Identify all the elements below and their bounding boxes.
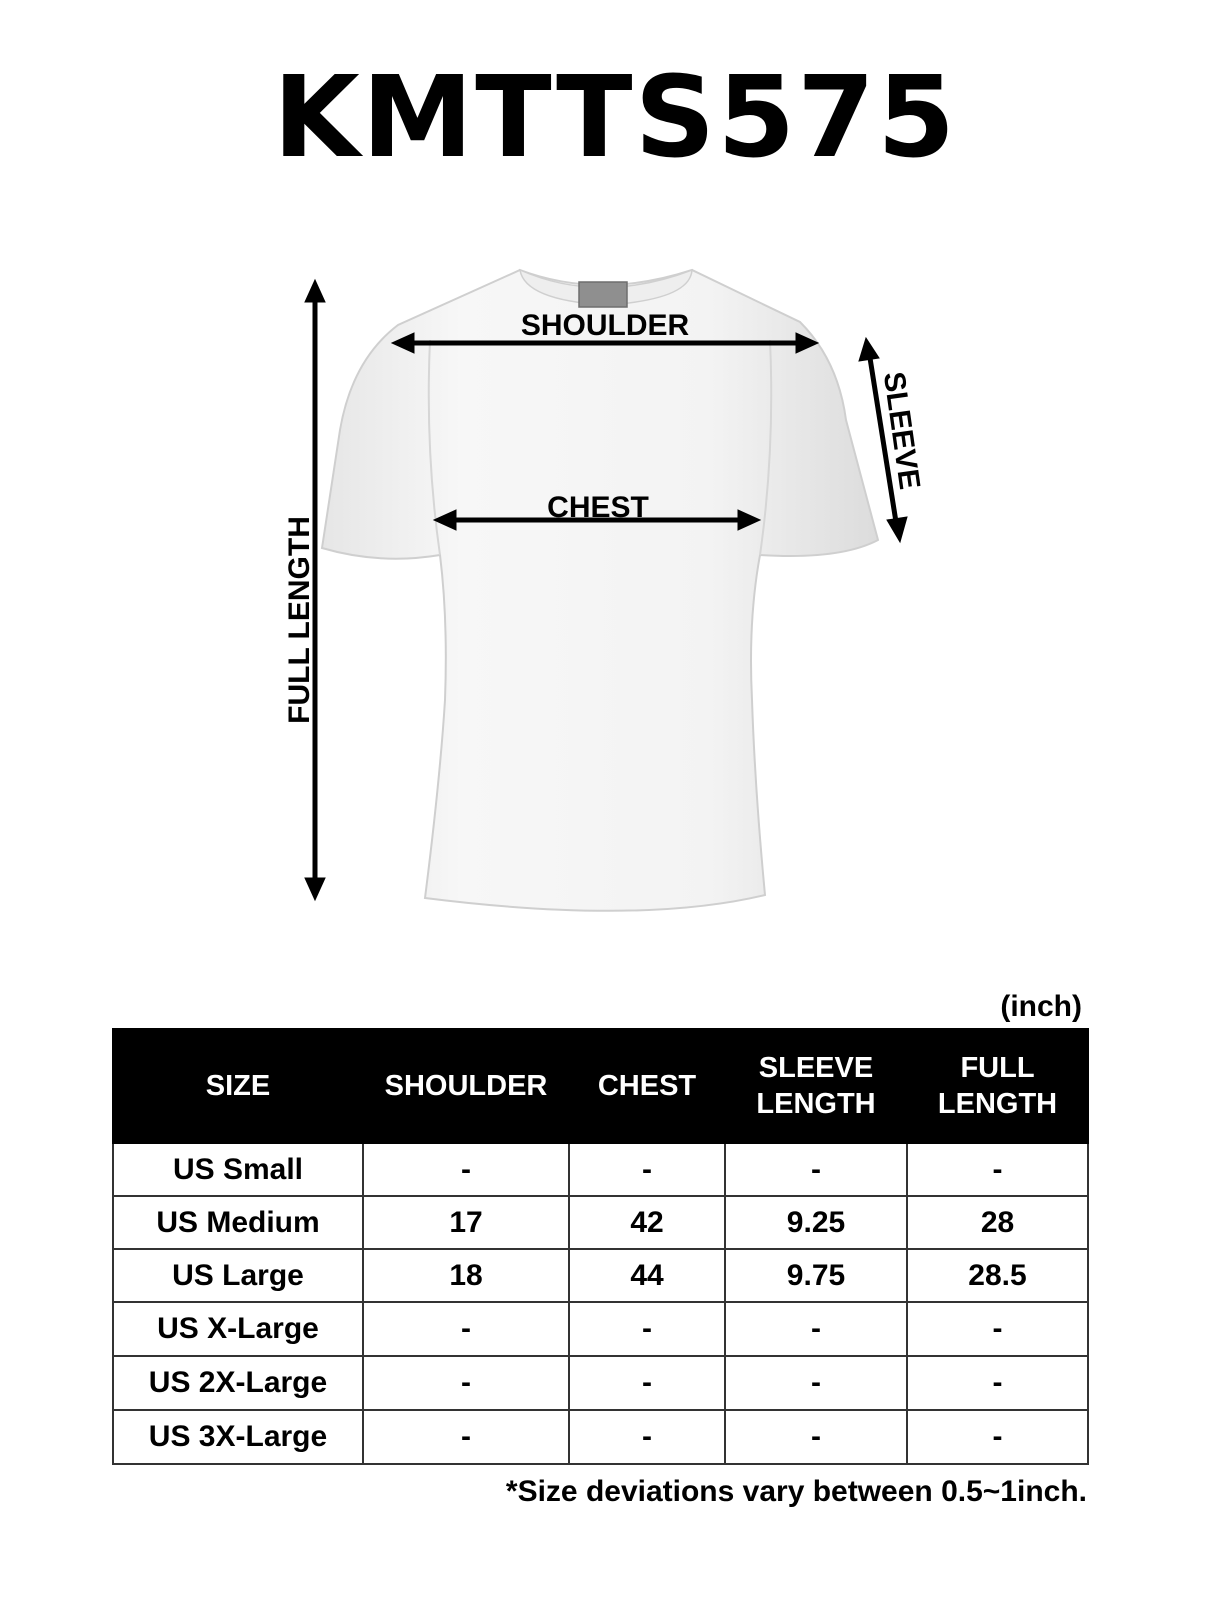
full-length-cell: - bbox=[907, 1356, 1088, 1410]
table-row bbox=[113, 1302, 1088, 1356]
shoulder-cell: - bbox=[363, 1356, 569, 1410]
chest-cell: - bbox=[569, 1302, 725, 1356]
full-length-cell: - bbox=[907, 1410, 1088, 1464]
sleeve-length-cell: - bbox=[725, 1410, 907, 1464]
sleeve-length-cell: - bbox=[725, 1356, 907, 1410]
sleeve-length-cell: - bbox=[725, 1302, 907, 1356]
chest-label: CHEST bbox=[547, 491, 649, 524]
shoulder-cell: - bbox=[363, 1302, 569, 1356]
size-cell: US 3X-Large bbox=[113, 1410, 363, 1464]
shoulder-cell: 17 bbox=[363, 1196, 569, 1249]
sleeve-length-cell: - bbox=[725, 1143, 907, 1196]
size-deviation-note: *Size deviations vary between 0.5~1inch. bbox=[505, 1475, 1087, 1508]
sleeve-length-cell: 9.25 bbox=[725, 1196, 907, 1249]
header-shoulder: SHOULDER bbox=[363, 1029, 569, 1143]
chest-cell: - bbox=[569, 1410, 725, 1464]
chest-cell: 44 bbox=[569, 1249, 725, 1302]
tshirt-shape bbox=[322, 270, 878, 911]
sleeve-label: SLEEVE bbox=[876, 369, 926, 492]
header-size: SIZE bbox=[113, 1029, 363, 1143]
full-length-cell: 28.5 bbox=[907, 1249, 1088, 1302]
shoulder-cell: - bbox=[363, 1410, 569, 1464]
table-row bbox=[113, 1356, 1088, 1410]
chest-cell: - bbox=[569, 1356, 725, 1410]
product-code-title: KMTTS575 bbox=[272, 53, 958, 183]
chest-cell: - bbox=[569, 1143, 725, 1196]
size-cell: US Large bbox=[113, 1249, 363, 1302]
table-row bbox=[113, 1196, 1088, 1249]
sleeve-length-cell: 9.75 bbox=[725, 1249, 907, 1302]
shoulder-cell: 18 bbox=[363, 1249, 569, 1302]
full-length-label: FULL LENGTH bbox=[283, 516, 316, 724]
table-header-row bbox=[113, 1029, 1088, 1143]
table-row bbox=[113, 1249, 1088, 1302]
chest-cell: 42 bbox=[569, 1196, 725, 1249]
neck-tag bbox=[579, 282, 627, 307]
size-cell: US 2X-Large bbox=[113, 1356, 363, 1410]
shoulder-label: SHOULDER bbox=[520, 309, 690, 342]
full-length-cell: - bbox=[907, 1143, 1088, 1196]
table-row bbox=[113, 1410, 1088, 1464]
full-length-cell: - bbox=[907, 1302, 1088, 1356]
size-cell: US X-Large bbox=[113, 1302, 363, 1356]
size-cell: US Small bbox=[113, 1143, 363, 1196]
table-row bbox=[113, 1143, 1088, 1196]
size-cell: US Medium bbox=[113, 1196, 363, 1249]
size-chart-table bbox=[112, 1028, 1089, 1465]
full-length-cell: 28 bbox=[907, 1196, 1088, 1249]
unit-label: (inch) bbox=[1000, 990, 1082, 1023]
shoulder-cell: - bbox=[363, 1143, 569, 1196]
header-full-length: FULL LENGTH bbox=[907, 1029, 1088, 1143]
header-chest: CHEST bbox=[569, 1029, 725, 1143]
header-sleeve-length: SLEEVE LENGTH bbox=[725, 1029, 907, 1143]
